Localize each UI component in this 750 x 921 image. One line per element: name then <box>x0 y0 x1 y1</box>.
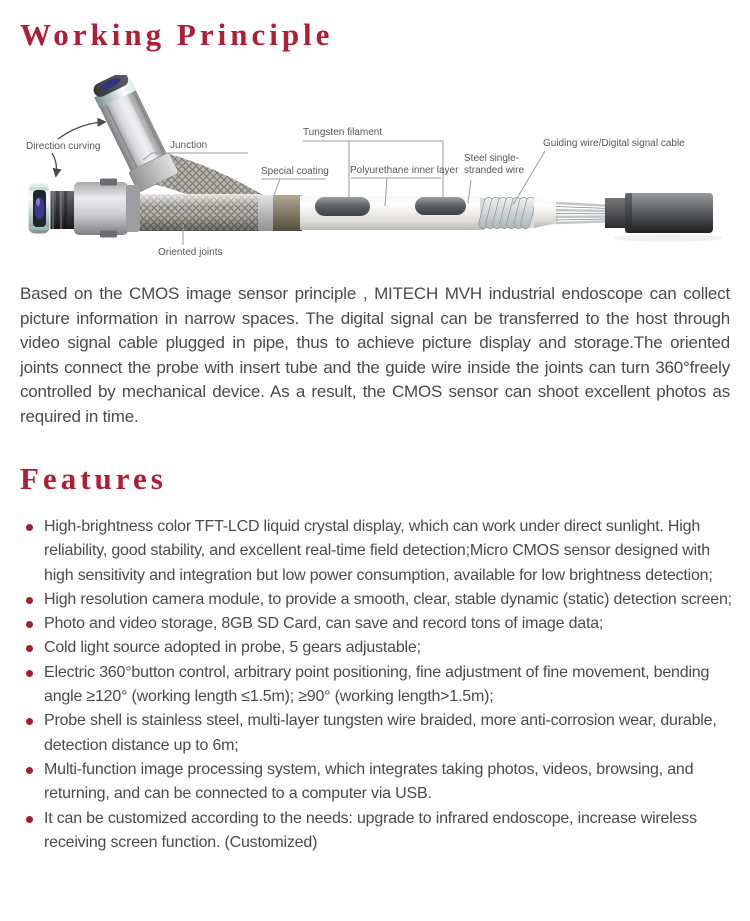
feature-item <box>20 588 732 612</box>
bullet-dot-icon <box>26 645 33 652</box>
connector-left-cap <box>625 193 632 233</box>
feature-item <box>20 661 732 710</box>
braid-shading <box>138 194 260 231</box>
feature-item <box>20 612 732 636</box>
feature-item-text: Electric 360°button control, arbitrary point positioning, fine adjustment of fine movement, bending angle ≥120° (working length ≤1.5m); ≥90° (working length>1.5m); <box>44 663 710 706</box>
label-direction-curving: Direction curving <box>26 141 101 152</box>
probe-shell-tab <box>100 179 117 186</box>
label-tungsten-filament: Tungsten filament <box>303 127 383 138</box>
bullet-dot-icon <box>26 718 33 725</box>
bullet-dot-icon <box>26 670 33 677</box>
feature-item-text: Multi-function image processing system, which integrates taking photos, videos, browsing, and returning, and can be connected to a computer via USB. <box>44 760 694 803</box>
probe-shell-tab <box>100 231 117 238</box>
label-guiding-wire: Guiding wire/Digital signal cable <box>543 138 685 149</box>
feature-item-text: High resolution camera module, to provide a smooth, clear, stable dynamic (static) detection screen; <box>44 590 732 608</box>
feature-item <box>20 807 732 856</box>
feature-item <box>20 515 732 588</box>
signal-cable-connector <box>625 193 713 233</box>
probe-shell-end-cap <box>126 185 140 232</box>
curve-arrow-down-icon <box>52 153 57 175</box>
curve-arrow-up-icon <box>58 122 104 139</box>
working-principle-heading: Working Principle <box>20 17 334 52</box>
bullet-dot-icon <box>26 597 33 604</box>
connector-shadow <box>613 234 723 242</box>
leader-line-special-coating <box>261 179 326 195</box>
angled-probe-head <box>88 75 179 193</box>
endoscope-probe-diagram <box>0 75 750 275</box>
label-special-coating: Special coating <box>261 166 329 177</box>
feature-item-text: Probe shell is stainless steel, multi-layer tungsten wire braided, more anti-corrosion wear, durable, detection distance up to 6m; <box>44 712 717 754</box>
bullet-dot-icon <box>26 816 33 823</box>
feature-item-text: It can be customized according to the needs: upgrade to infrared endoscope, increase wireless receiving screen function. (Customized) <box>44 809 697 851</box>
label-steel-single-stranded-wire: Steel single-stranded wire <box>464 153 525 176</box>
feature-item <box>20 636 732 660</box>
probe-shell <box>74 182 128 235</box>
label-oriented-joints: Oriented joints <box>158 247 223 258</box>
features-heading: Features <box>20 461 167 496</box>
feature-item <box>20 709 732 758</box>
special-coating-band <box>273 195 302 231</box>
probe-head <box>28 179 140 238</box>
label-junction: Junction <box>170 140 208 151</box>
label-polyurethane-inner-layer: Polyurethane inner layer <box>350 165 459 176</box>
tube-collar-ring <box>258 195 275 231</box>
tungsten-braid-segment <box>315 197 370 216</box>
bullet-dot-icon <box>26 524 33 531</box>
feature-item <box>20 758 732 807</box>
feature-item-text: Photo and video storage, 8GB SD Card, can save and record tons of image data; <box>44 615 604 633</box>
steel-coil <box>478 196 536 229</box>
bullet-dot-icon <box>26 621 33 628</box>
tungsten-braid-segment <box>415 197 466 215</box>
features-list <box>20 515 732 855</box>
feature-item-text: High-brightness color TFT-LCD liquid crystal display, which can work under direct sunlight. High reliability, good stability, and excellent real-time field detection;Micro CMOS sensor designed with high sensitivity and integration but low power consumption, available for low brightness detection; <box>44 518 713 584</box>
tube-taper <box>534 198 558 228</box>
feature-item-text: Cold light source adopted in probe, 5 gears adjustable; <box>44 639 421 657</box>
working-principle-paragraph: Based on the CMOS image sensor principle , MITECH MVH industrial endoscope can collect picture information in narrow spaces. The digital signal can be transferred to the host through video signal cable plugged in pipe, thus to achieve picture display and storage.The oriented joints connect the probe with insert tube and the guide wire inside the joints can turn 360°freely controlled by mechanical device. As a result, the CMOS sensor can shoot excellent photos as required in time. <box>20 284 730 426</box>
bullet-dot-icon <box>26 767 33 774</box>
